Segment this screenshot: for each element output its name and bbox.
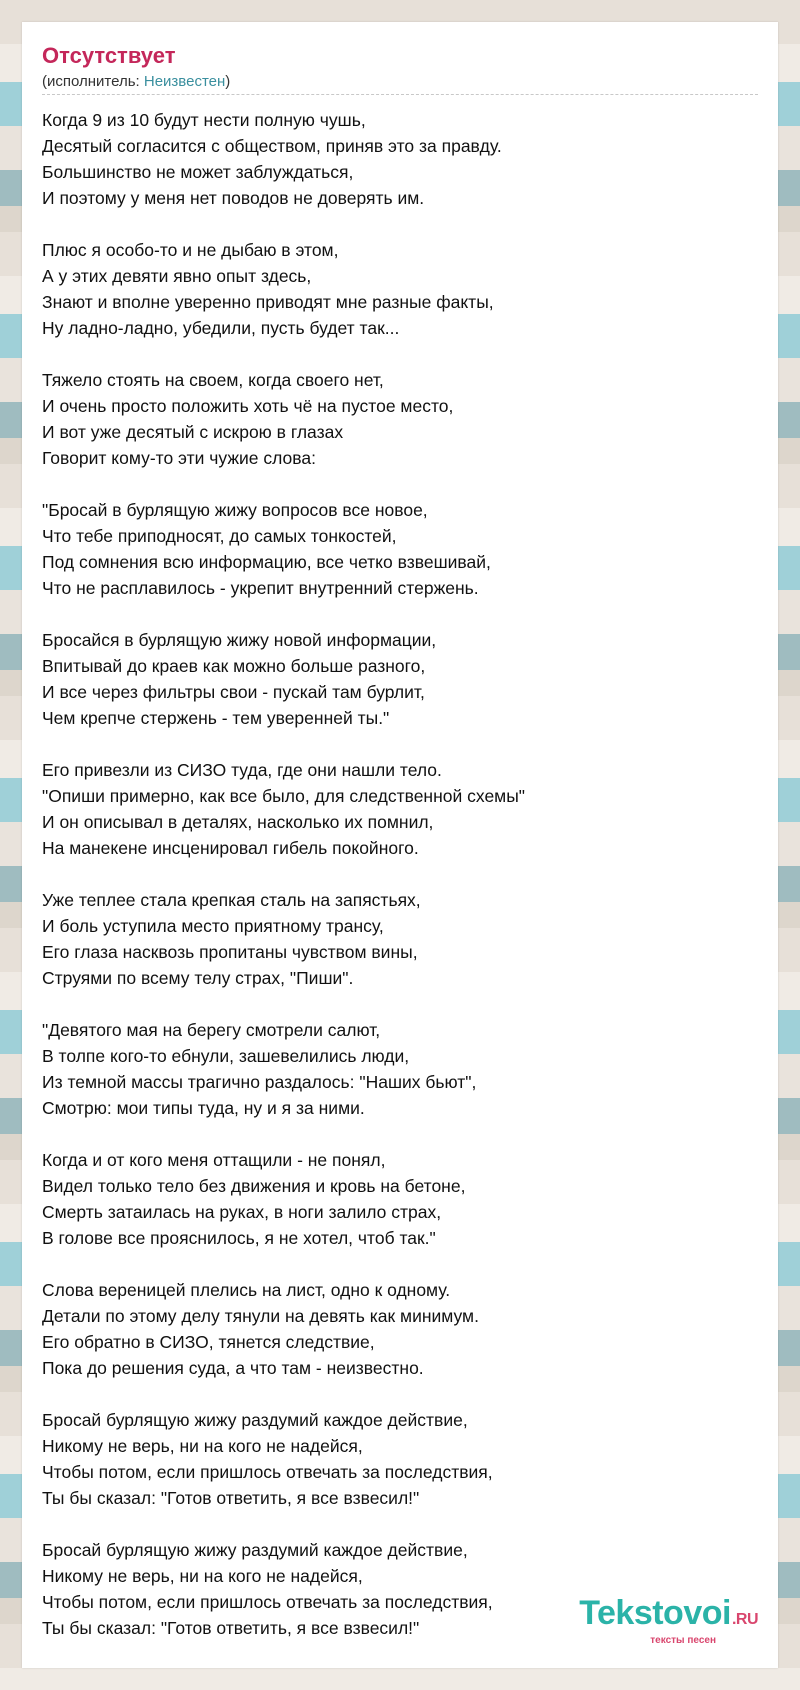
lyrics-line: Его глаза насквозь пропитаны чувством вины, <box>42 942 418 962</box>
lyrics-line: На манекене инсценировал гибель покойного. <box>42 838 419 858</box>
lyrics-line: Когда 9 из 10 будут нести полную чушь, <box>42 110 366 130</box>
lyrics-line: Тяжело стоять на своем, когда своего нет, <box>42 370 384 390</box>
lyrics-line: Уже теплее стала крепкая сталь на запястьях, <box>42 890 421 910</box>
lyrics-stanza <box>42 1407 758 1511</box>
lyrics-line: Смотрю: мои типы туда, ну и я за ними. <box>42 1098 365 1118</box>
lyrics-stanza <box>42 107 758 211</box>
lyrics-line: И очень просто положить хоть чё на пустое место, <box>42 396 454 416</box>
lyrics-line: И вот уже десятый с искрою в глазах <box>42 422 344 442</box>
lyrics-line: Его привезли из СИЗО туда, где они нашли тело. <box>42 760 442 780</box>
lyrics-line: Когда и от кого меня оттащили - не понял, <box>42 1150 386 1170</box>
performer-suffix: ) <box>225 73 231 90</box>
logo-main-text: Tekstovoi <box>579 1594 731 1632</box>
lyrics-stanza <box>42 237 758 341</box>
lyrics-line: Под сомнения всю информацию, все четко взвешивай, <box>42 552 491 572</box>
lyrics-line: Знают и вполне уверенно приводят мне разные факты, <box>42 292 494 312</box>
lyrics-line: И он описывал в деталях, насколько их помнил, <box>42 812 434 832</box>
lyrics-card <box>22 22 778 1668</box>
lyrics-line: Плюс я особо-то и не дыбаю в этом, <box>42 240 339 260</box>
lyrics-stanza <box>42 1147 758 1251</box>
artist-link[interactable]: Неизвестен <box>143 73 226 90</box>
lyrics-line: Видел только тело без движения и кровь на бетоне, <box>42 1176 466 1196</box>
lyrics-line: "Бросай в бурлящую жижу вопросов все новое, <box>42 500 428 520</box>
logo-tld: .RU <box>731 1611 758 1628</box>
lyrics-line: Говорит кому-то эти чужие слова: <box>42 448 316 468</box>
lyrics-line: Бросай бурлящую жижу раздумий каждое действие, <box>42 1410 468 1430</box>
lyrics-line: Бросайся в бурлящую жижу новой информации, <box>42 630 437 650</box>
song-title: Отсутствует <box>42 43 176 68</box>
lyrics-line: Впитывай до краев как можно больше разного, <box>42 656 426 676</box>
lyrics-line: Пока до решения суда, а что там - неизвестно. <box>42 1358 424 1378</box>
lyrics-stanza <box>42 887 758 991</box>
lyrics-line: Смерть затаилась на руках, в ноги залило страх, <box>42 1202 442 1222</box>
lyrics-line: И все через фильтры свои - пускай там бурлит, <box>42 682 425 702</box>
lyrics-line: Чтобы потом, если пришлось отвечать за последствия, <box>42 1592 493 1612</box>
lyrics-line: "Девятого мая на берегу смотрели салют, <box>42 1020 381 1040</box>
performer-line <box>42 72 758 92</box>
lyrics-line: "Опиши примерно, как все было, для следственной схемы" <box>42 786 525 806</box>
lyrics-line: Большинство не может заблуждаться, <box>42 162 354 182</box>
lyrics-line: Ну ладно-ладно, убедили, пусть будет так... <box>42 318 400 338</box>
lyrics-line: А у этих девяти явно опыт здесь, <box>42 266 312 286</box>
lyrics-line: Из темной массы трагично раздалось: "Наших бьют", <box>42 1072 477 1092</box>
lyrics-line: Струями по всему телу страх, "Пиши". <box>42 968 354 988</box>
lyrics-line: Никому не верь, ни на кого не надейся, <box>42 1436 363 1456</box>
divider <box>42 94 758 95</box>
logo-wordmark <box>579 1596 758 1637</box>
lyrics-line: Чем крепче стержень - тем уверенней ты." <box>42 708 390 728</box>
lyrics-line: И боль уступила место приятному трансу, <box>42 916 384 936</box>
lyrics-line: Ты бы сказал: "Готов ответить, я все взвесил!" <box>42 1618 420 1638</box>
lyrics-line: В голове все прояснилось, я не хотел, чтоб так." <box>42 1228 436 1248</box>
site-logo[interactable] <box>579 1596 758 1646</box>
lyrics-line: Что не расплавилось - укрепит внутренний стержень. <box>42 578 479 598</box>
lyrics-line: Слова вереницей плелись на лист, одно к одному. <box>42 1280 451 1300</box>
performer-prefix: (исполнитель: <box>42 73 144 90</box>
lyrics-line: Бросай бурлящую жижу раздумий каждое действие, <box>42 1540 468 1560</box>
lyrics-body <box>42 107 758 1641</box>
lyrics-line: В толпе кого-то ебнули, зашевелились люди, <box>42 1046 410 1066</box>
lyrics-stanza <box>42 1277 758 1381</box>
lyrics-line: Ты бы сказал: "Готов ответить, я все взвесил!" <box>42 1488 420 1508</box>
logo-tagline: тексты песен <box>650 1635 716 1646</box>
lyrics-line: Десятый согласится с обществом, приняв это за правду. <box>42 136 502 156</box>
lyrics-line: Его обратно в СИЗО, тянется следствие, <box>42 1332 375 1352</box>
lyrics-stanza <box>42 497 758 601</box>
lyrics-line: Чтобы потом, если пришлось отвечать за последствия, <box>42 1462 493 1482</box>
lyrics-stanza <box>42 1017 758 1121</box>
lyrics-stanza <box>42 367 758 471</box>
lyrics-stanza <box>42 757 758 861</box>
lyrics-line: Что тебе приподносят, до самых тонкостей, <box>42 526 397 546</box>
lyrics-line: Никому не верь, ни на кого не надейся, <box>42 1566 363 1586</box>
lyrics-line: Детали по этому делу тянули на девять как минимум. <box>42 1306 479 1326</box>
lyrics-stanza <box>42 627 758 731</box>
lyrics-line: И поэтому у меня нет поводов не доверять им. <box>42 188 425 208</box>
